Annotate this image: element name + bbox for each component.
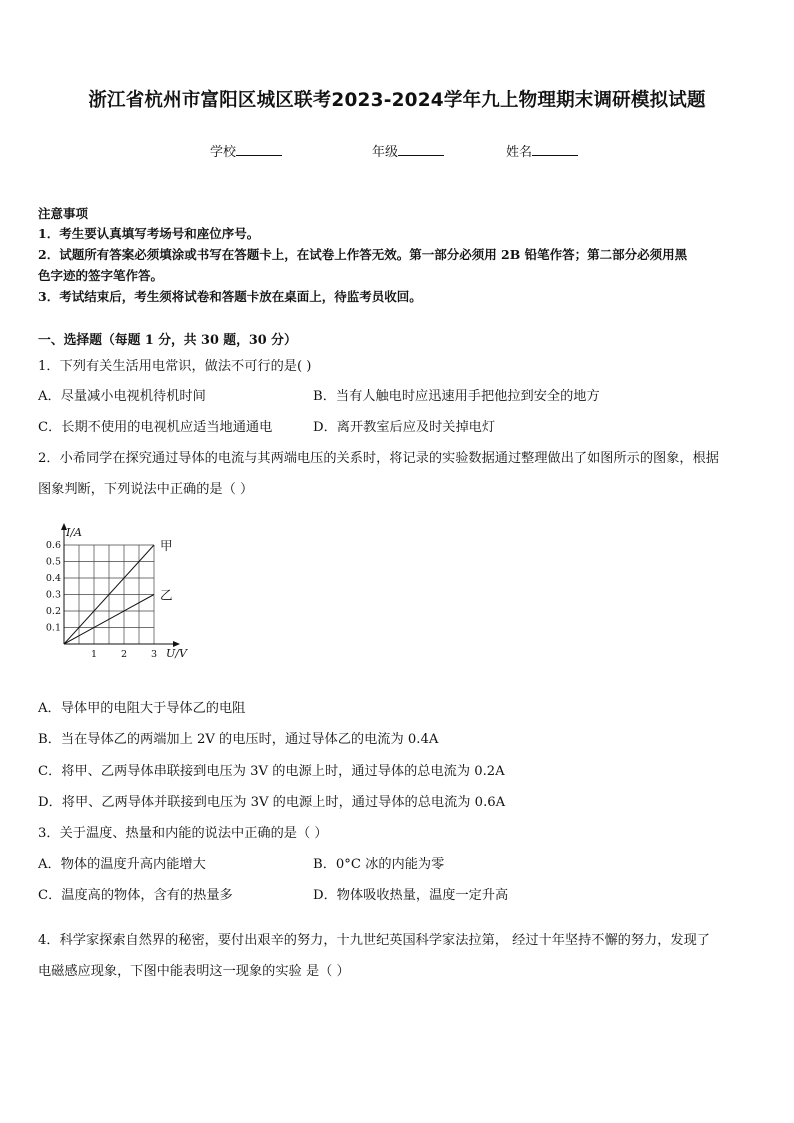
x-axis-label: U/V <box>166 647 187 660</box>
y-tick-label: 0.3 <box>45 589 61 601</box>
q3-option-d[interactable]: D．物体吸收热量，温度一定升高 <box>313 888 509 903</box>
series-label: 乙 <box>160 587 173 603</box>
q3-option-a[interactable]: A．物体的温度升高内能增大 <box>38 857 206 872</box>
q1-option-a[interactable]: A．尽量减小电视机待机时间 <box>38 389 206 404</box>
grade-label: 年级 <box>372 145 399 160</box>
y-tick-label: 0.4 <box>45 573 61 584</box>
school-blank[interactable] <box>236 143 282 156</box>
q1-option-d[interactable]: D．离开教室后应及时关掉电灯 <box>313 420 496 435</box>
name-field[interactable] <box>506 141 578 160</box>
grade-field[interactable] <box>372 141 444 160</box>
q1-option-c[interactable]: C．长期不使用的电视机应适当地通通电 <box>38 420 273 435</box>
y-tick-label: 0.2 <box>45 606 61 617</box>
school-field[interactable] <box>210 141 282 160</box>
notes-heading: 注意事项 <box>38 206 89 221</box>
grade-blank[interactable] <box>398 143 444 156</box>
y-tick-label: 0.6 <box>45 540 61 551</box>
q2-stem-line2: 图象判断，下列说法中正确的是（ ） <box>38 482 254 497</box>
x-tick-label: 3 <box>150 649 158 660</box>
section-heading: 一、选择题（每题 1 分，共 30 题，30 分） <box>38 333 297 348</box>
q2-option-b[interactable]: B．当在导体乙的两端加上 2V 的电压时，通过导体乙的电流为 0.4A <box>38 732 439 747</box>
note-item: 色字迹的签字笔作答。 <box>38 268 164 283</box>
q3-option-c[interactable]: C．温度高的物体，含有的热量多 <box>38 888 233 903</box>
y-axis-label: I/A <box>66 526 82 539</box>
series-label: 甲 <box>160 538 173 553</box>
x-tick-label: 2 <box>120 649 128 660</box>
q1-option-b[interactable]: B．当有人触电时应迅速用手把他拉到安全的地方 <box>313 389 600 404</box>
q2-option-c[interactable]: C．将甲、乙两导体串联接到电压为 3V 的电源上时，通过导体的总电流为 0.2A <box>38 764 505 779</box>
note-item: 1．考生要认真填写考场号和座位序号。 <box>38 226 260 241</box>
q2-option-a[interactable]: A．导体甲的电阻大于导体乙的电阻 <box>38 701 246 716</box>
name-blank[interactable] <box>532 143 578 156</box>
x-tick-label: 1 <box>90 649 98 660</box>
q2-stem-line1: 2．小希同学在探究通过导体的电流与其两端电压的关系时，将记录的实验数据通过整理做出了如图所示的图象，根据 <box>38 451 719 466</box>
q4-stem-line1: 4．科学家探索自然界的秘密，要付出艰辛的努力，十九世纪英国科学家法拉第， 经过十年坚持不懈的努力，发现了 <box>38 933 710 948</box>
iu-graph <box>40 515 210 665</box>
note-item: 2．试题所有答案必须填涂或书写在答题卡上，在试卷上作答无效。第一部分必须用 2B 铅笔作答；第二部分必须用黑 <box>38 247 688 262</box>
q3-option-b[interactable]: B．0°C 冰的内能为零 <box>313 857 445 872</box>
q1-stem: 1．下列有关生活用电常识，做法不可行的是( ) <box>38 359 312 374</box>
q4-stem-line2: 电磁感应现象，下图中能表明这一现象的实验 是（ ） <box>38 964 350 979</box>
q2-option-d[interactable]: D．将甲、乙两导体并联接到电压为 3V 的电源上时，通过导体的总电流为 0.6A <box>38 795 506 810</box>
y-tick-label: 0.5 <box>45 556 61 568</box>
school-label: 学校 <box>210 145 237 160</box>
note-item: 3．考试结束后，考生须将试卷和答题卡放在桌面上，待监考员收回。 <box>38 289 422 304</box>
page-title: 浙江省杭州市富阳区城区联考2023-2024学年九上物理期末调研模拟试题 <box>88 90 706 111</box>
y-tick-label: 0.1 <box>45 622 61 634</box>
q3-stem: 3．关于温度、热量和内能的说法中正确的是（ ） <box>38 826 328 841</box>
name-label: 姓名 <box>506 145 533 160</box>
